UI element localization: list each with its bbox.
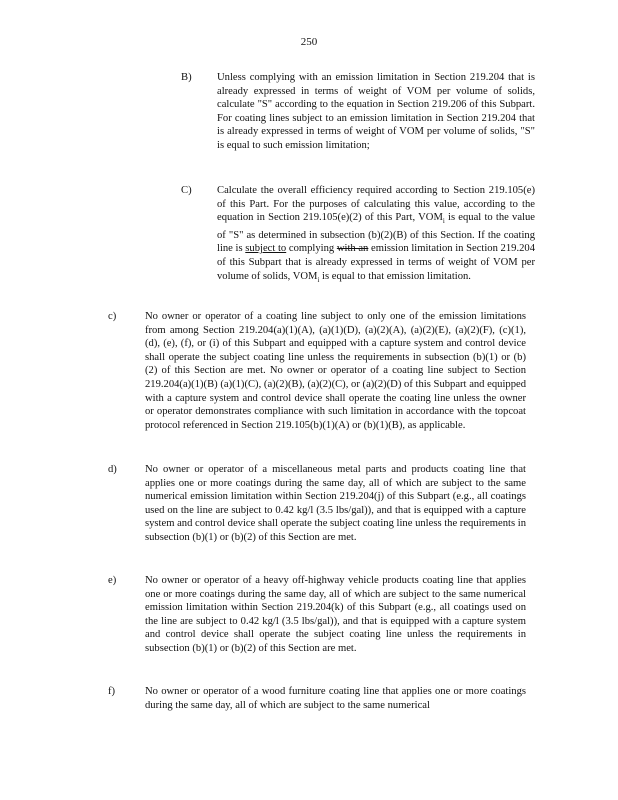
text-run: Calculate the overall efficiency required according to Section 219.105(e) of this Part. For the purposes of calculating this value, according to the equation in Section 219.105(e)(2) of this Part, VOM <box>217 185 535 224</box>
paragraph-text: No owner or operator of a miscellaneous metal parts and products coating line that applies one or more coatings during the same day, all of which are subject to the same numerical emission limitation within Section 219.204(j) of this Subpart (e.g., all coatings used on the line are subject to 0.42 kg/l (3.5 lbs/gal)), and that is equipped with a capture system and control device shall operate the subject coating line unless the requirements in subsection (b)(1) or (b)(2) of this Section are met. <box>145 464 526 543</box>
text-run: is equal to the value of "S" as determined in subsection (b)(2)(B) of this Section. If the coating line is <box>217 212 536 255</box>
paragraph-marker: e) <box>108 575 117 586</box>
text-run: is equal to that emission limitation. <box>319 270 471 282</box>
paragraph-text <box>217 184 535 287</box>
page-number: 250 <box>300 36 318 48</box>
paragraph-text: No owner or operator of a coating line subject to only one of the emission limitations from among Section 219.204(a)(1)(A), (a)(1)(D), (a)(2)(A), (a)(2)(E), (a)(2)(F), (c)(1), (d), (e), (f), or (i) of this Subpart and equipped with a capture system and control device shall operate the subject coating line unless the requirements in subsection (b)(1) or (b)(2) of this Section are met. No owner or operator of a coating line subject to Section 219.204(a)(1)(B) (a)(1)(C), (a)(2)(B), (a)(2)(C), or (a)(2)(D) of this Subpart and equipped with a capture system and control device shall operate the coating line unless the owner or operator demonstrates compliance with such limitation in accordance with the topcoat protocol referenced in Section 219.105(b)(1)(A) or (b)(1)(B), as applicable. <box>145 311 526 431</box>
deleted-text: with an <box>336 243 369 255</box>
paragraph-marker: C) <box>181 185 192 196</box>
subscript: i <box>317 275 320 284</box>
paragraph-text: No owner or operator of a heavy off-highway vehicle products coating line that applies one or more coatings during the same day, all of which are subject to the same numerical emission limitation within Section 219.204(k) of this Subpart (e.g., all coatings used on the line are subject to 0.42 kg/l (3.5 lbs/gal)), and that is equipped with a capture system and control device shall operate the subject coating line unless the requirements in subsection (b)(1) or (b)(2) of this Section are met. <box>145 575 526 654</box>
text-run: emission limitation in Section 219.204 of this Subpart that is already expressed in terms of weight of VOM per volume of solids, VOM <box>217 243 535 282</box>
paragraph-marker: f) <box>108 686 116 697</box>
text-run: complying <box>286 243 337 255</box>
inserted-text: subject to <box>245 243 287 255</box>
paragraph-text: Unless complying with an emission limitation in Section 219.204 that is already expressed in terms of weight of VOM per volume of solids, calculate "S" according to the equation in Section 219.206 of this Subpart. For coating lines subject to an emission limitation in Section 219.204 that is already expressed in terms of weight of VOM per volume of solids, "S" is equal to such emission limitation; <box>217 72 535 151</box>
subscript: i <box>442 217 445 226</box>
paragraph-text: No owner or operator of a wood furniture coating line that applies one or more coatings during the same day, all of which are subject to the same numerical <box>145 686 526 711</box>
paragraph-marker: c) <box>108 311 117 322</box>
paragraph-marker: d) <box>108 464 117 475</box>
paragraph-marker: B) <box>181 72 192 83</box>
